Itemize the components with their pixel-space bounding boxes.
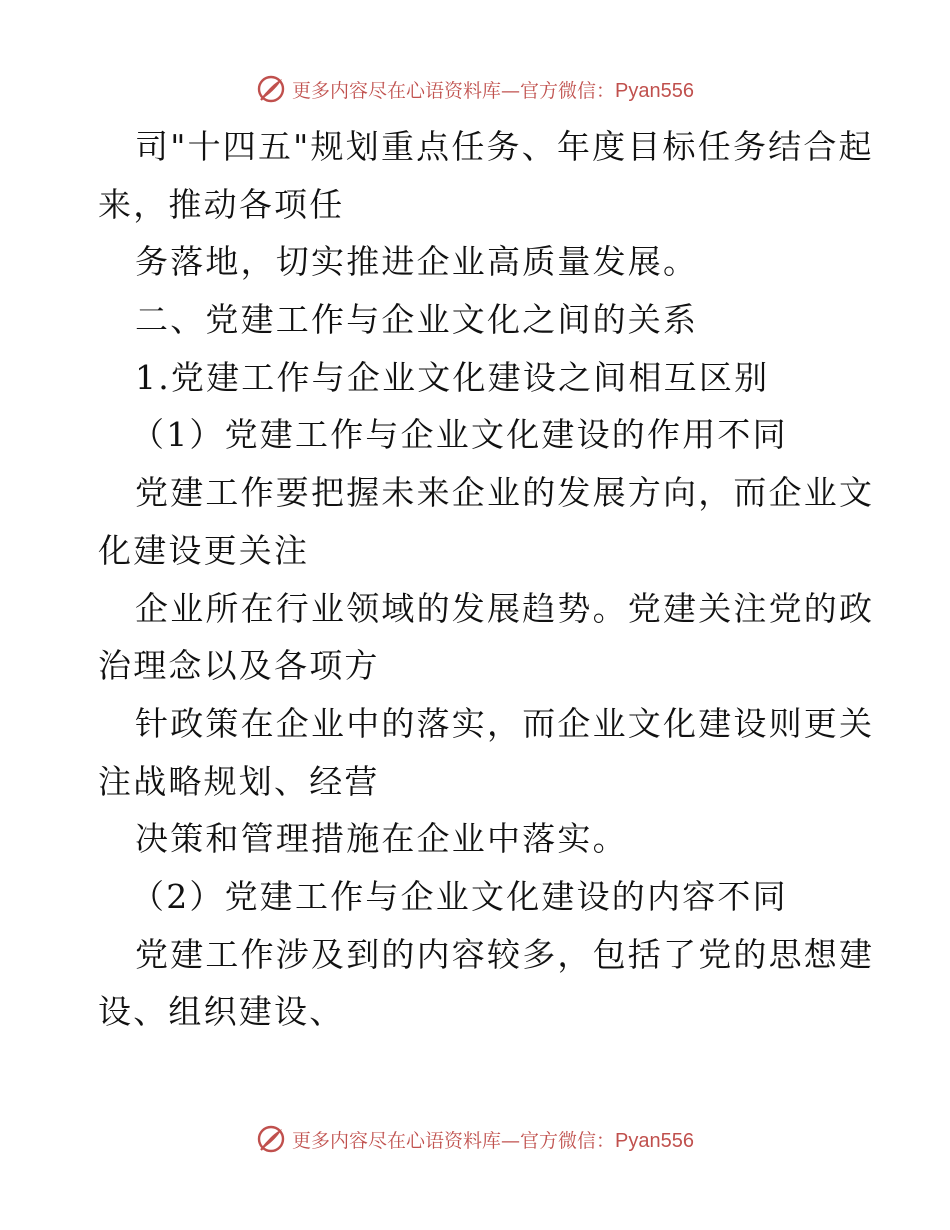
text-line: 务落地，切实推进企业高质量发展。 xyxy=(135,242,699,282)
text-line: 化建设更关注 xyxy=(98,530,310,570)
subsection-heading: （2）党建工作与企业文化建设的内容不同 xyxy=(131,876,788,916)
section-heading: 二、党建工作与企业文化之间的关系 xyxy=(135,300,699,340)
document-body xyxy=(98,118,875,1041)
header-watermark xyxy=(0,74,950,104)
text-line: 来，推动各项任 xyxy=(98,184,345,224)
text-line: 党建工作要把握未来企业的发展方向，而企业文 xyxy=(135,473,875,513)
watermark-text: 更多内容尽在心语资料库—官方微信：Pyan556 xyxy=(292,79,694,102)
footer-watermark xyxy=(0,1124,950,1154)
watermark-id: Pyan556 xyxy=(615,79,694,102)
subsection-heading: （1）党建工作与企业文化建设的作用不同 xyxy=(131,415,788,455)
text-line: 针政策在企业中的落实，而企业文化建设则更关 xyxy=(135,703,875,743)
text-line: 司"十四五"规划重点任务、年度目标任务结合起 xyxy=(135,127,874,166)
watermark-id: Pyan556 xyxy=(615,1129,694,1152)
text-line: 注战略规划、经营 xyxy=(98,761,380,801)
subsection-heading: 1.党建工作与企业文化建设之间相互区别 xyxy=(135,357,770,397)
text-line: 党建工作涉及到的内容较多，包括了党的思想建 xyxy=(135,934,875,974)
text-line: 设、组织建设、 xyxy=(98,992,345,1032)
text-line: 企业所在行业领域的发展趋势。党建关注党的政 xyxy=(135,588,875,628)
watermark-text: 更多内容尽在心语资料库—官方微信：Pyan556 xyxy=(292,1129,694,1152)
feather-pen-icon xyxy=(256,1124,286,1154)
text-line: 决策和管理措施在企业中落实。 xyxy=(135,819,628,859)
text-line: 治理念以及各项方 xyxy=(98,646,380,686)
feather-pen-icon xyxy=(256,74,286,104)
